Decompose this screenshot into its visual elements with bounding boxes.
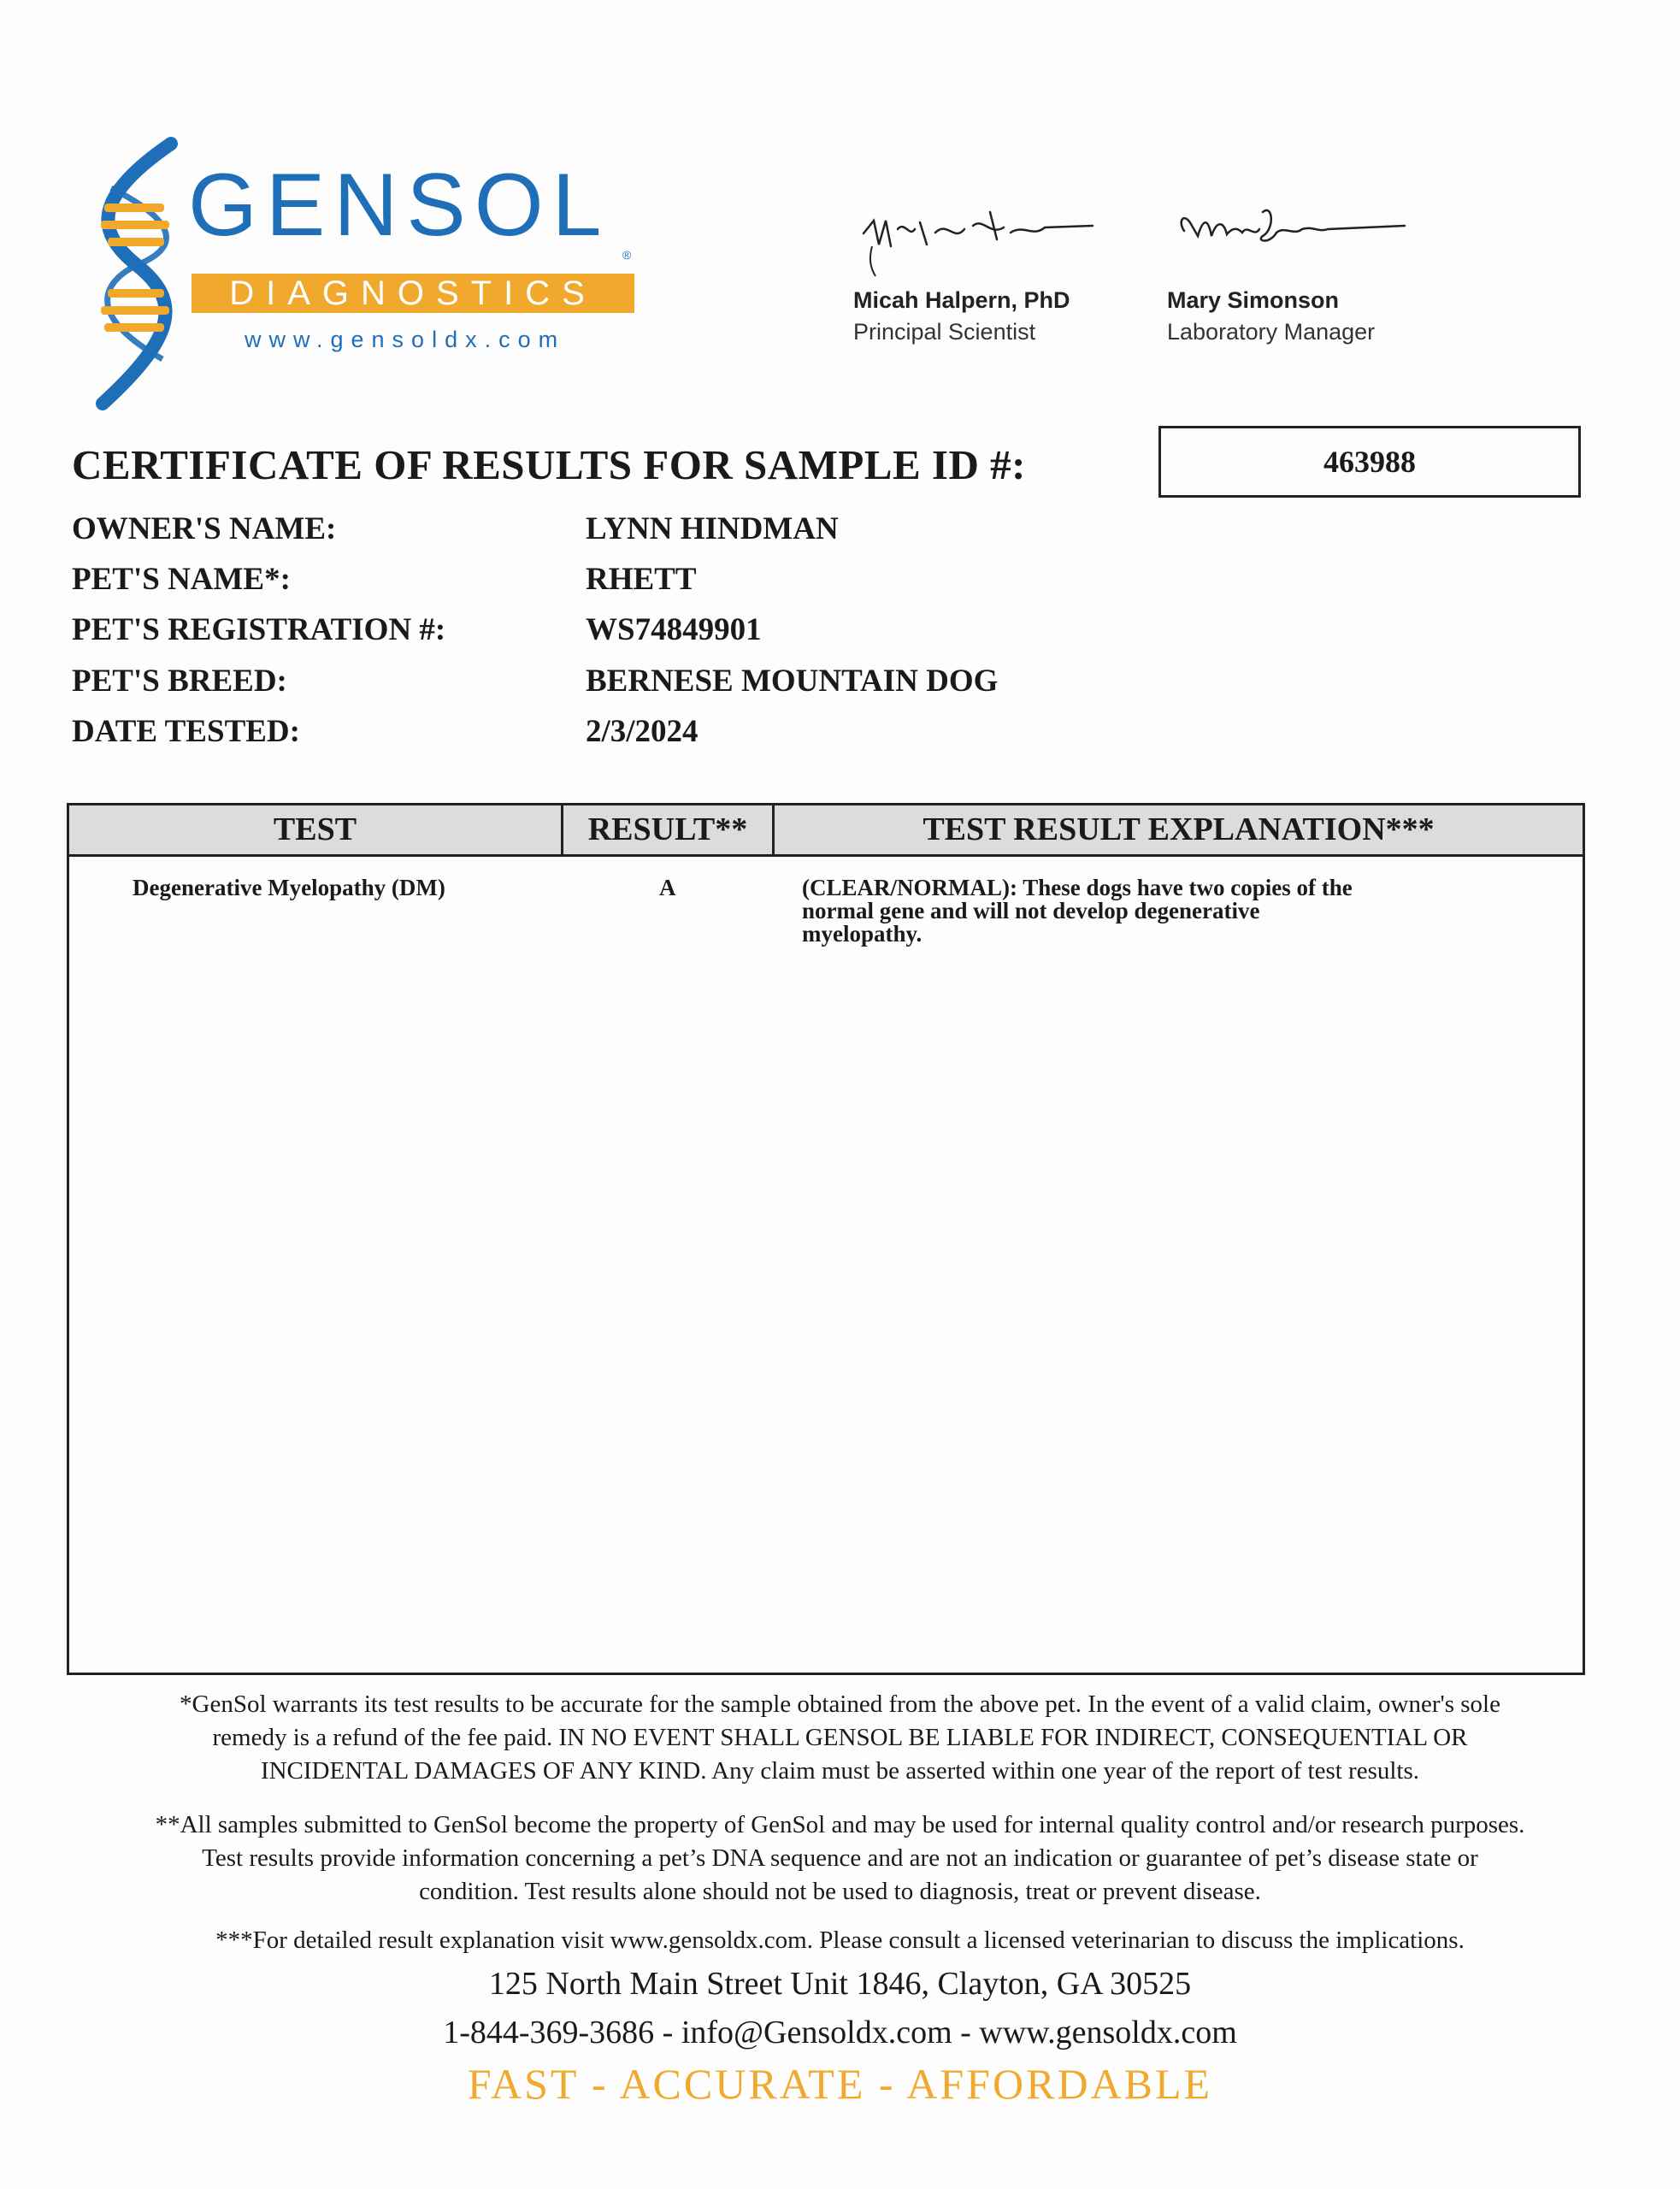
explanation-line: normal gene and will not develop degenerative [802, 898, 1260, 923]
warranty-disclaimer [60, 1688, 1620, 1788]
breed-label: PET'S BREED: [72, 664, 287, 699]
company-address: 125 North Main Street Unit 1846, Clayton, GA 30525 [488, 1966, 1192, 2002]
logo-url: www.gensoldx.com [245, 327, 566, 352]
signature-halpern [853, 195, 1110, 280]
pet-name-value: RHETT [586, 562, 697, 597]
disclaimer-line: INCIDENTAL DAMAGES OF ANY KIND. Any claim must be asserted within one year of the report of test results. [260, 1757, 1420, 1785]
disclaimer-line: condition. Test results alone should not be used to diagnosis, treat or prevent disease. [419, 1878, 1261, 1905]
explanation-note: ***For detailed result explanation visit www.gensoldx.com. Please consult a licensed veterinarian to discuss the implications. [215, 1926, 1465, 1954]
gensol-logo [85, 137, 650, 410]
registration-value: WS74849901 [586, 612, 762, 647]
disclaimer-line: **All samples submitted to GenSol become the property of GenSol and may be used for internal quality control and/or research purposes. [155, 1811, 1525, 1838]
pet-name-label: PET'S NAME*: [72, 562, 291, 597]
explanation-line: myelopathy. [802, 921, 923, 947]
results-table [67, 803, 1585, 1675]
company-contact: 1-844-369-3686 - info@Gensoldx.com - www.gensoldx.com [443, 2015, 1237, 2050]
signatory-1-name: Micah Halpern, PhD [853, 287, 1070, 313]
company-tagline: FAST - ACCURATE - AFFORDABLE [467, 2060, 1213, 2108]
header-result: RESULT** [587, 811, 748, 847]
owner-label: OWNER'S NAME: [72, 511, 337, 546]
disclaimer-line: *GenSol warrants its test results to be accurate for the sample obtained from the above pet. In the event of a valid claim, owner's sole [180, 1690, 1500, 1718]
explanation-line: (CLEAR/NORMAL): These dogs have two copies of the [802, 875, 1353, 900]
signatory-2-title: Laboratory Manager [1167, 319, 1376, 345]
signatory-2-name: Mary Simonson [1167, 287, 1340, 313]
signature-simonson [1174, 195, 1430, 280]
owner-value: LYNN HINDMAN [586, 511, 839, 546]
test-name: Degenerative Myelopathy (DM) [133, 875, 445, 900]
signatory-1-title: Principal Scientist [853, 319, 1036, 345]
table-header [69, 805, 1583, 857]
disclaimer-line: remedy is a refund of the fee paid. IN NO EVENT SHALL GENSOL BE LIABLE FOR INDIRECT, CONSEQUENTIAL OR [212, 1724, 1468, 1751]
disclaimer-line: Test results provide information concerning a pet’s DNA sequence and are not an indication or guarantee of pet’s disease state or [202, 1844, 1478, 1872]
registration-label: PET'S REGISTRATION #: [72, 612, 446, 647]
header-explanation: TEST RESULT EXPLANATION*** [923, 811, 1435, 847]
certificate-title: CERTIFICATE OF RESULTS FOR SAMPLE ID #: [72, 441, 1026, 488]
date-tested-label: DATE TESTED: [72, 714, 300, 749]
sample-id-box: 463988 [1158, 426, 1581, 498]
date-tested-value: 2/3/2024 [586, 714, 699, 749]
breed-value: BERNESE MOUNTAIN DOG [586, 664, 999, 699]
header-test: TEST [273, 811, 357, 847]
logo-wordmark: GENSOL [188, 156, 610, 255]
registered-mark: ® [622, 248, 632, 262]
sample-property-disclaimer [60, 1808, 1620, 1909]
dna-helix-icon [85, 137, 197, 410]
logo-tagline: DIAGNOSTICS [192, 274, 634, 313]
test-result: A [659, 875, 676, 900]
